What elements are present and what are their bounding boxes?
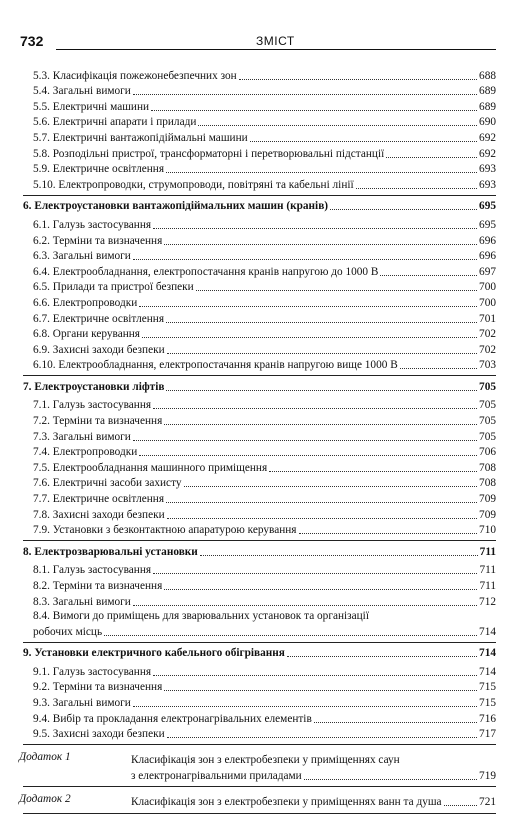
toc-entry[interactable]: 5.7. Електричні вантажопідіймальні машини 692 xyxy=(33,131,496,144)
chapter-9-list xyxy=(23,663,496,741)
chapter-9-heading[interactable]: 9. Установки електричного кабельного обігрівання 714 xyxy=(23,642,496,661)
toc-entry[interactable]: 7.1. Галузь застосування 705 xyxy=(33,399,496,412)
toc-entry[interactable]: 5.3. Класифікація пожежонебезпечних зон 688 xyxy=(33,69,496,82)
page-header xyxy=(20,33,496,53)
toc-entry[interactable]: 7.4. Електропроводки 706 xyxy=(33,446,496,459)
toc-entry[interactable]: 6.1. Галузь застосування 695 xyxy=(33,218,496,231)
appendix-label: Додаток 2 xyxy=(19,793,71,806)
toc-entry[interactable]: 7.8. Захисні заходи безпеки 709 xyxy=(33,508,496,521)
table-of-contents xyxy=(19,67,496,814)
toc-entry[interactable]: 6.9. Захисні заходи безпеки 702 xyxy=(33,343,496,356)
toc-entry[interactable]: 5.5. Електричні машини 689 xyxy=(33,100,496,113)
toc-entry[interactable]: 7.6. Електричні засоби захисту 708 xyxy=(33,477,496,490)
toc-entry[interactable]: 5.9. Електричне освітлення 693 xyxy=(33,163,496,176)
appendix-label: Додаток 1 xyxy=(19,751,71,764)
toc-entry[interactable]: 6.7. Електричне освітлення 701 xyxy=(33,312,496,325)
chapter-8-list xyxy=(23,562,496,639)
section-title: ЗМІСТ xyxy=(256,34,295,48)
toc-entry[interactable]: 6.8. Органи керування 702 xyxy=(33,328,496,341)
toc-entry[interactable]: 8.1. Галузь застосування 711 xyxy=(33,564,496,577)
toc-entry[interactable]: 5.6. Електричні апарати і прилади 690 xyxy=(33,116,496,129)
toc-entry[interactable]: 6.2. Терміни та визначення 696 xyxy=(33,234,496,247)
toc-entry[interactable]: 7.3. Загальні вимоги 705 xyxy=(33,430,496,443)
toc-entry[interactable]: 6.10. Електрообладнання, електропостачання кранів напругою вище 1000 В 703 xyxy=(33,359,496,372)
toc-entry[interactable]: 5.10. Електропроводки, струмопроводи, повітряні та кабельні лінії 693 xyxy=(33,178,496,191)
toc-entry-multiline[interactable]: 8.4. Вимоги до приміщень для зварювальних установок та організації робочих місць 714 xyxy=(33,609,496,638)
toc-entry[interactable]: 9.3. Загальні вимоги 715 xyxy=(33,697,496,710)
toc-entry[interactable]: 8.3. Загальні вимоги 712 xyxy=(33,595,496,608)
appendix-2-entry[interactable]: Додаток 2 Класифікація зон з електробезпеки у приміщеннях ванн та душа 721 xyxy=(19,793,496,809)
toc-entry[interactable]: 6.6. Електропроводки 700 xyxy=(33,296,496,309)
toc-entry[interactable]: 9.2. Терміни та визначення 715 xyxy=(33,681,496,694)
appendix-1-entry[interactable]: Додаток 1 Класифікація зон з електробезпеки у приміщеннях саун з електронагрівальними приладами 719 xyxy=(19,751,496,783)
toc-entry[interactable]: 6.4. Електрообладнання, електропостачання кранів напругою до 1000 В 697 xyxy=(33,265,496,278)
toc-entry[interactable]: 7.7. Електричне освітлення 709 xyxy=(33,493,496,506)
toc-entry[interactable]: 6.3. Загальні вимоги 696 xyxy=(33,250,496,263)
chapter-6-list xyxy=(23,216,496,372)
toc-entry[interactable]: 7.2. Терміни та визначення 705 xyxy=(33,415,496,428)
toc-entry[interactable]: 7.9. Установки з безконтактною апаратурою керування 710 xyxy=(33,524,496,537)
toc-entry[interactable]: 7.5. Електрообладнання машинного приміщення 708 xyxy=(33,461,496,474)
toc-entry[interactable]: 9.1. Галузь застосування 714 xyxy=(33,665,496,678)
chapter-7-heading[interactable]: 7. Електроустановки ліфтів 705 xyxy=(23,375,496,394)
toc-entry[interactable]: 5.8. Розподільні пристрої, трансформаторні і перетворювальні підстанції 692 xyxy=(33,147,496,160)
chapter-7-list xyxy=(23,397,496,537)
toc-entry[interactable]: 9.4. Вибір та прокладання електронагрівальних елементів 716 xyxy=(33,712,496,725)
header-rule xyxy=(56,49,496,50)
toc-entry[interactable]: 8.2. Терміни та визначення 711 xyxy=(33,580,496,592)
toc-entry[interactable]: 5.4. Загальні вимоги 689 xyxy=(33,85,496,98)
chapter-8-heading[interactable]: 8. Електрозварювальні установки 711 xyxy=(23,540,496,559)
toc-entry[interactable]: 6.5. Прилади та пристрої безпеки 700 xyxy=(33,281,496,294)
section-5-list xyxy=(23,67,496,192)
chapter-6-heading[interactable]: 6. Електроустановки вантажопідіймальних машин (кранів) 695 xyxy=(23,195,496,214)
page-number: 732 xyxy=(20,33,44,49)
toc-entry[interactable]: 9.5. Захисні заходи безпеки 717 xyxy=(33,728,496,741)
